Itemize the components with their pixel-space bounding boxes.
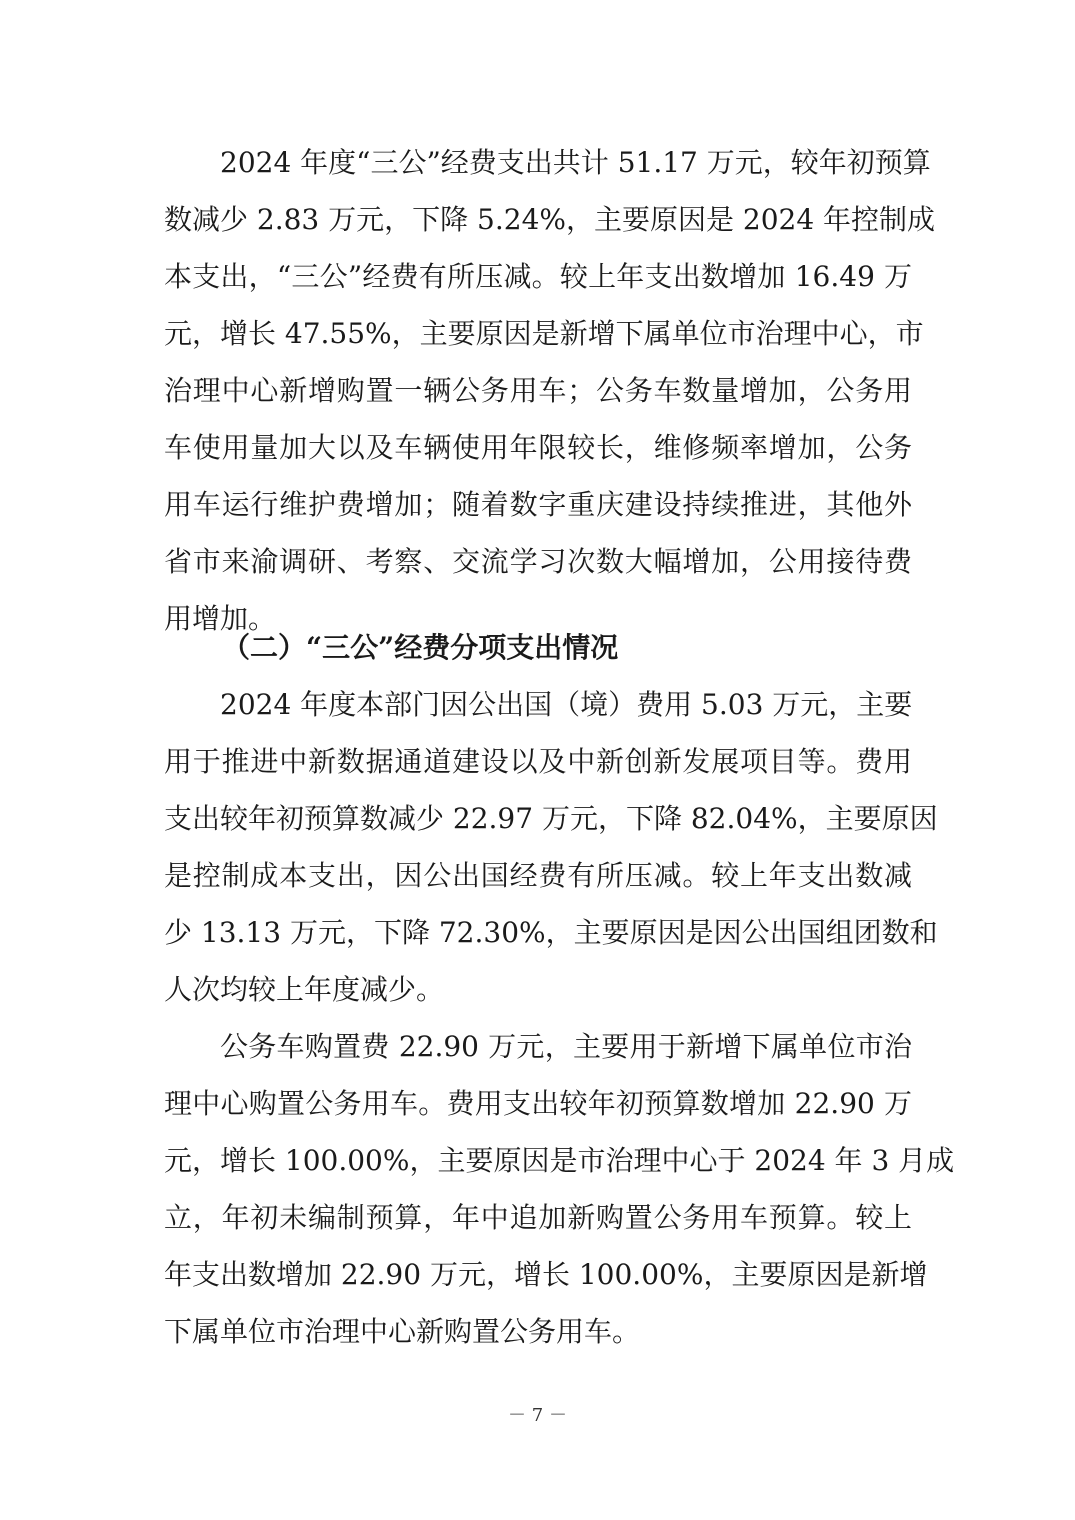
paragraph-line: 2024 年度“三公”经费支出共计 51.17 万元，较年初预算	[220, 146, 931, 179]
paragraph-line: 下属单位市治理中心新购置公务用车。	[164, 1315, 641, 1348]
paragraph-line: 少 13.13 万元，下降 72.30%，主要原因是因公出国组团数和	[164, 916, 938, 949]
paragraph-line: 元，增长 47.55%，主要原因是新增下属单位市治理中心，市	[164, 317, 924, 350]
section-heading: （二）“三公”经费分项支出情况	[222, 631, 619, 664]
paragraph-line: 是控制成本支出，因公出国经费有所压减。较上年支出数减	[164, 859, 912, 892]
paragraph-line: 理中心购置公务用车。费用支出较年初预算数增加 22.90 万	[164, 1087, 912, 1120]
paragraph-line: 支出较年初预算数减少 22.97 万元，下降 82.04%，主要原因	[164, 802, 938, 835]
paragraph-line: 用车运行维护费增加；随着数字重庆建设持续推进，其他外	[164, 488, 912, 521]
paragraph-line: 人次均较上年度减少。	[164, 973, 445, 1006]
paragraph-line: 年支出数增加 22.90 万元，增长 100.00%，主要原因是新增	[164, 1258, 928, 1291]
paragraph-line: 公务车购置费 22.90 万元，主要用于新增下属单位市治	[220, 1030, 912, 1063]
paragraph-line: 立，年初未编制预算，年中追加新购置公务用车预算。较上	[164, 1201, 912, 1234]
page-number: － 7 －	[508, 1405, 567, 1426]
paragraph-line: 数减少 2.83 万元，下降 5.24%，主要原因是 2024 年控制成	[164, 203, 936, 236]
paragraph-line: 元，增长 100.00%，主要原因是市治理中心于 2024 年 3 月成	[164, 1144, 955, 1177]
paragraph-line: 用增加。	[164, 602, 277, 635]
paragraph-line: 2024 年度本部门因公出国（境）费用 5.03 万元，主要	[220, 688, 913, 721]
paragraph-line: 车使用量加大以及车辆使用年限较长，维修频率增加，公务	[164, 431, 912, 464]
paragraph-line: 治理中心新增购置一辆公务用车；公务车数量增加，公务用	[164, 374, 912, 407]
paragraph-line: 本支出，“三公”经费有所压减。较上年支出数增加 16.49 万	[164, 260, 912, 293]
paragraph-line: 省市来渝调研、考察、交流学习次数大幅增加，公用接待费	[164, 545, 912, 578]
paragraph-line: 用于推进中新数据通道建设以及中新创新发展项目等。费用	[164, 745, 912, 778]
